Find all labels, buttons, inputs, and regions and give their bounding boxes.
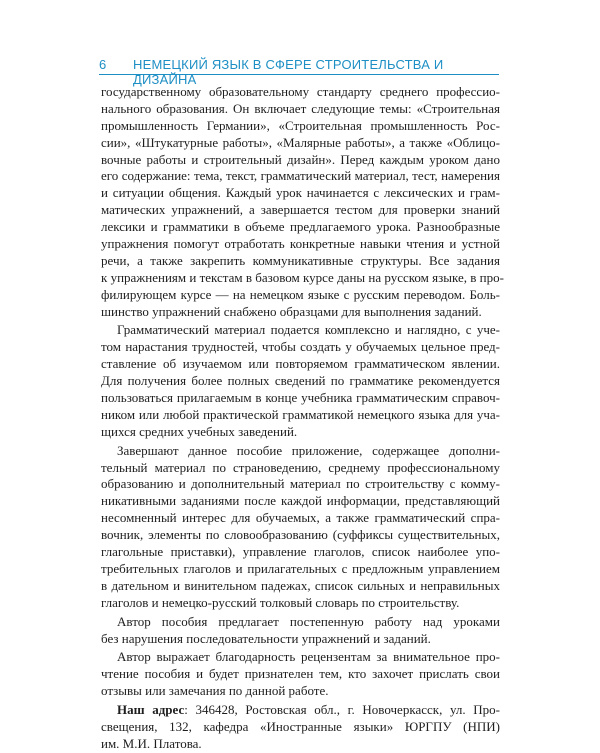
text-line: и ситуации общения. Каждый урок начинается с лексических и грам- — [101, 185, 500, 201]
text-line: свещения, 132, кафедра «Иностранные языки» ЮРГПУ (НПИ) — [101, 718, 500, 734]
text-line: вочник, элементы по словообразованию (суффиксы существительных, — [101, 527, 500, 543]
text-line: том нарастания трудностей, чтобы создать у обучаемых цельное пред- — [101, 339, 500, 355]
paragraph-1 — [101, 84, 504, 320]
header-rule — [99, 74, 499, 75]
text-line: ставление об изучаемом или повторяемом грамматическом явлении. — [101, 356, 500, 372]
text-line: отзывы или замечания по данной работе. — [101, 683, 329, 699]
text-line: упражнения помогут отработать конкретные навыки чтения и устной — [101, 236, 500, 252]
text-line: пользоваться прилагаемым в конце учебника грамматическим справоч- — [101, 390, 500, 406]
text-line: государственному образовательному стандарту среднего профессио- — [101, 84, 500, 99]
address-label: Наш адрес — [117, 702, 185, 718]
running-header — [99, 56, 499, 87]
text-line: Для получения более полных сведений по грамматике рекомендуется — [101, 373, 500, 389]
address-text: : 346428, Ростовская обл., г. Новочеркасск, ул. Про- — [184, 702, 500, 718]
text-line: в дательном и винительном падежах, список сильных и неправильных — [101, 577, 500, 593]
text-line: никативными заданиями после каждой информации, представляющий — [101, 493, 500, 509]
paragraph-3 — [101, 443, 500, 612]
text-line: Грамматический материал подается комплексно и наглядно, с уче- — [117, 322, 500, 338]
text-line: нального образования. Он включает следующие темы: «Строительная — [101, 100, 500, 116]
text-line: несомненный интерес для обучаемых, а также грамматический спра- — [101, 510, 500, 526]
text-line: глаголов и немецко-русский толковый словарь по строительству. — [101, 594, 460, 610]
running-title: НЕМЕЦКИЙ ЯЗЫК В СФЕРЕ СТРОИТЕЛЬСТВА И ДИЗАЙНА — [133, 57, 444, 87]
text-line: промышленность Германии», «Строительная промышленность Рос- — [101, 117, 500, 133]
text-line: его содержание: тема, текст, грамматический материал, тест, намерения — [101, 168, 500, 184]
paragraph-2 — [101, 322, 500, 440]
text-line: речи, а также закрепить коммуникативные структуры. Все задания — [101, 252, 500, 268]
address-paragraph — [101, 702, 500, 753]
text-line: Автор выражает благодарность рецензентам за внимательное про- — [117, 649, 500, 665]
paragraph-5 — [101, 649, 500, 700]
paragraph-4 — [101, 614, 500, 648]
text-line: сии», «Штукатурные работы», «Малярные работы», а также «Облицо- — [101, 134, 500, 150]
text-line: им. М.И. Платова. — [101, 735, 202, 751]
body-text — [101, 84, 504, 753]
text-line: матических упражнений, а завершается тестом для проверки знаний — [101, 202, 500, 218]
text-line: чтение пособия и будет признателен тем, кто захочет прислать свои — [101, 666, 500, 682]
text-line: щихся средних учебных заведений. — [101, 423, 298, 439]
text-line: ником или любой практической грамматикой немецкого языка для уча- — [101, 406, 500, 422]
text-line: филирующем курсе — на немецком языке с русским переводом. Боль- — [101, 286, 500, 302]
text-line: глагольные приставки), управление глаголов, список наиболее упо- — [101, 544, 500, 560]
text-line: Завершают данное пособие приложение, содержащее дополни- — [117, 442, 500, 458]
text-line: лексики и грамматики в объеме предлагаемого урока. Разнообразные — [101, 219, 500, 235]
page-number: 6 — [99, 57, 107, 72]
text-line: Автор пособия предлагает постепенную работу над уроками — [117, 613, 500, 629]
text-line — [101, 702, 500, 719]
text-line: без нарушения последовательности упражнений и заданий. — [101, 630, 431, 646]
text-line: вочные работы и строительный дизайн». Перед каждым уроком дано — [101, 151, 500, 167]
text-line: образованию и дополнительный материал по строительству с комму- — [101, 476, 500, 492]
text-line: к упражнениям и текстам в базовом курсе даны на русском языке, в про- — [101, 269, 504, 285]
text-line: требительных глаголов и прилагательных с предложным управлением — [101, 560, 500, 576]
text-line: тельный материал по страноведению, среднему профессиональному — [101, 459, 500, 475]
text-line: шинство упражнений снабжено образцами для выполнения заданий. — [101, 303, 482, 319]
